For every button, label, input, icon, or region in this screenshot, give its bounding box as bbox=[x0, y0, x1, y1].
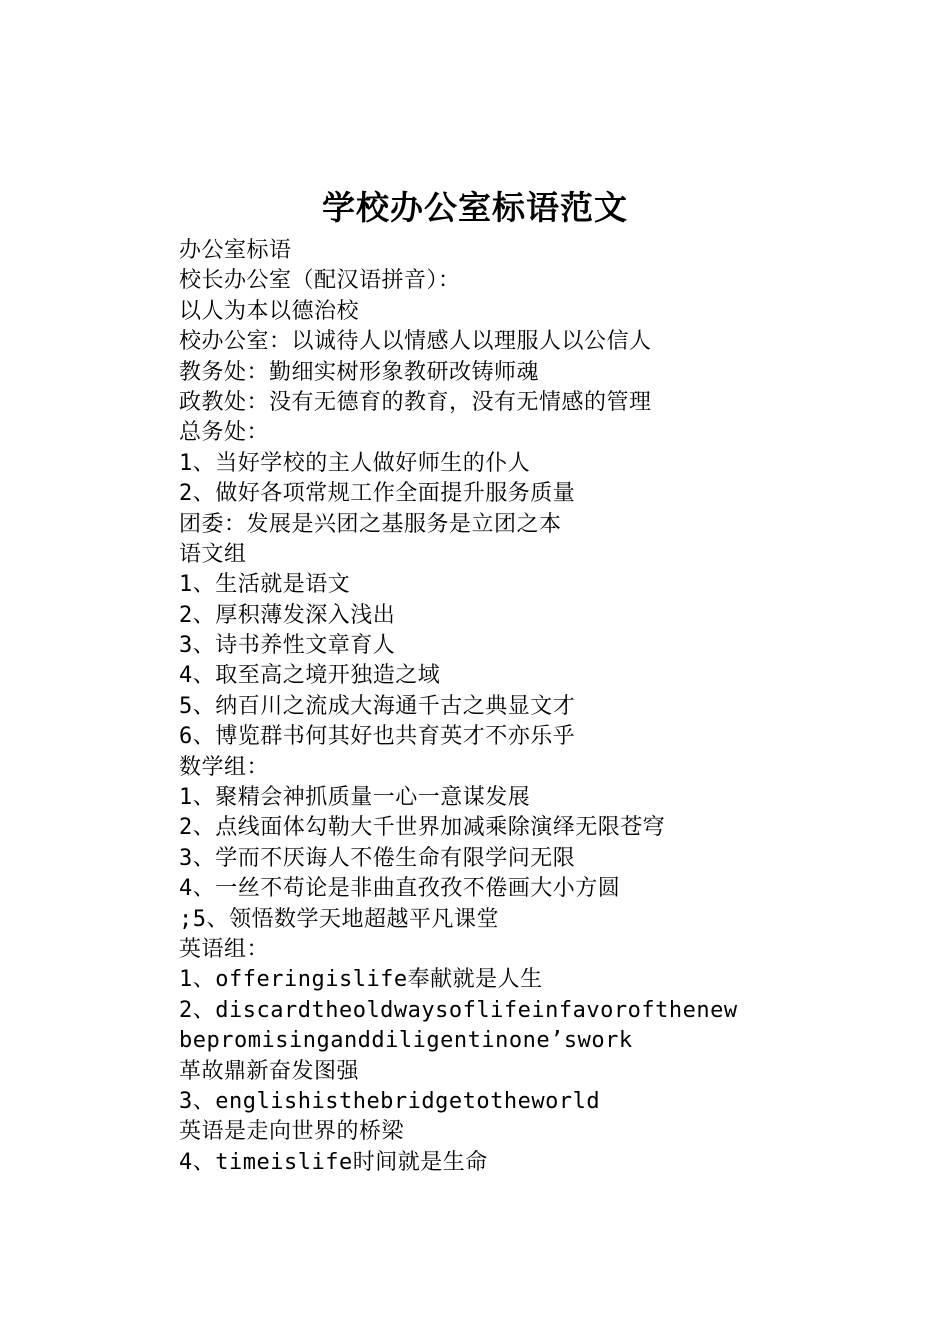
text-line: bepromisinganddiligentinone’swork bbox=[179, 1028, 633, 1054]
text-line: 团委：发展是兴团之基服务是立团之本 bbox=[179, 511, 562, 537]
text-line: 6、博览群书何其好也共育英才不亦乐乎 bbox=[179, 724, 576, 750]
text-line: 革故鼎新奋发图强 bbox=[179, 1058, 360, 1084]
text-line: 英语组： bbox=[179, 936, 270, 962]
text-line: 4、timeislife时间就是生命 bbox=[179, 1149, 488, 1175]
text-line: 3、诗书养性文章育人 bbox=[179, 633, 396, 659]
text-line: 1、当好学校的主人做好师生的仆人 bbox=[179, 450, 531, 476]
text-line: 3、englishisthebridgetotheworld bbox=[179, 1088, 601, 1114]
text-line: 校办公室：以诚待人以情感人以理服人以公信人 bbox=[179, 329, 652, 355]
text-line: 3、学而不厌诲人不倦生命有限学问无限 bbox=[179, 845, 576, 871]
text-line: 4、取至高之境开独造之域 bbox=[179, 663, 441, 689]
document-title: 学校办公室标语范文 bbox=[322, 188, 628, 227]
text-line: 5、纳百川之流成大海通千古之典显文才 bbox=[179, 693, 576, 719]
text-line: ;5、领悟数学天地超越平凡课堂 bbox=[179, 906, 499, 932]
text-line: 2、做好各项常规工作全面提升服务质量 bbox=[179, 481, 576, 507]
text-line: 2、厚积薄发深入浅出 bbox=[179, 602, 396, 628]
text-line: 办公室标语 bbox=[179, 238, 292, 263]
text-line: 数学组： bbox=[179, 754, 270, 780]
text-line: 总务处： bbox=[179, 420, 270, 446]
text-line: 教务处：勤细实树形象教研改铸师魂 bbox=[179, 359, 540, 385]
text-line: 2、discardtheoldwaysoflifeinfavorofthenew bbox=[179, 997, 738, 1023]
text-line: 政教处：没有无德育的教育，没有无情感的管理 bbox=[179, 389, 652, 415]
text-line: 英语是走向世界的桥梁 bbox=[179, 1119, 405, 1145]
text-line: 1、生活就是语文 bbox=[179, 572, 351, 598]
text-line: 语文组 bbox=[179, 541, 247, 567]
text-line: 校长办公室（配汉语拼音）： bbox=[179, 268, 461, 294]
text-line: 1、offeringislife奉献就是人生 bbox=[179, 967, 543, 993]
document-body bbox=[179, 236, 779, 1178]
text-line: 以人为本以德治校 bbox=[179, 298, 360, 324]
text-line: 4、一丝不苟论是非曲直孜孜不倦画大小方圆 bbox=[179, 876, 621, 902]
text-line: 1、聚精会神抓质量一心一意谋发展 bbox=[179, 785, 531, 811]
text-line: 2、点线面体勾勒大千世界加减乘除演绎无限苍穹 bbox=[179, 815, 666, 841]
